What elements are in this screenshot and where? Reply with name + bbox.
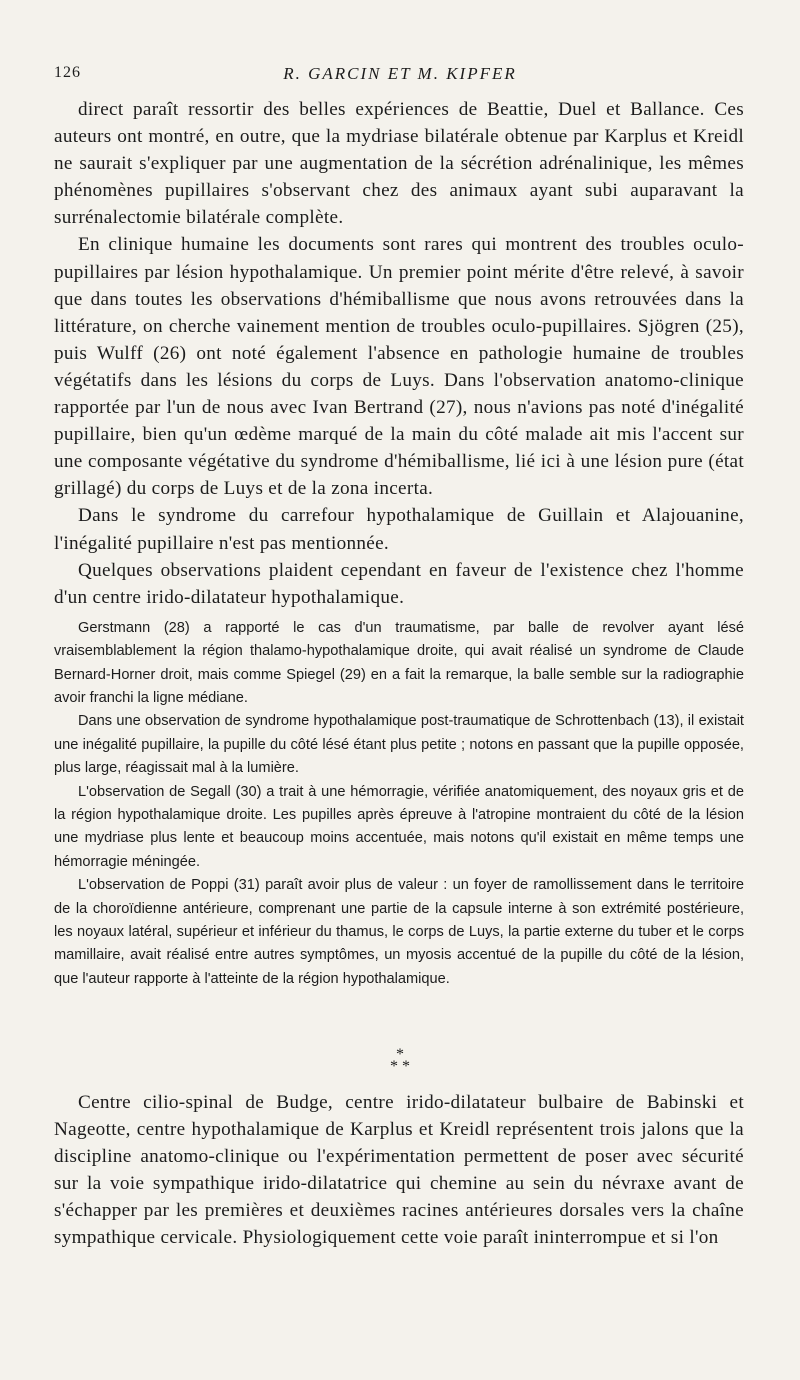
case-paragraph: Dans une observation de syndrome hypothalamique post-traumatique de Schrottenbach (13), il existait une inégalité pupillaire, la pupille du côté lésé étant plus petite ; notons en passant que la pupille opposée, plus large, réagissait mal à la lumière. xyxy=(54,713,744,777)
running-head xyxy=(54,64,746,88)
case-paragraph: L'observation de Poppi (31) paraît avoir plus de valeur : un foyer de ramollissement dans le territoire de la choroïdienne antérieure, comprenant une partie de la capsule interne à son extrémité postérieure, les noyaux latéral, supérieur et inférieur du thamus, le corps de Luys, la partie externe du tuber et le corps mamillaire, avait réalisé entre autres symptômes, un myosis accentué de la pupille du côté de la lésion, que l'auteur rapporte à l'atteinte de la région hypothalamique. xyxy=(54,877,744,987)
case-paragraph: L'observation de Segall (30) a trait à une hémorragie, vérifiée anatomiquement, des noyaux gris et de la région hypothalamique droite. Les pupilles après épreuve à l'atropine montraient du côté de la lésion une mydriase plus lente et beaucoup moins accentuée, mais notons qu'il existait en même temps une hémorragie méningée. xyxy=(54,783,744,870)
closing-text xyxy=(54,1089,744,1252)
asterism-top: * xyxy=(396,1046,404,1063)
paragraph: Centre cilio-spinal de Budge, centre irido-dilatateur bulbaire de Babinski et Nageotte, centre hypothalamique de Karplus et Kreidl représentent trois jalons que la discipline anatomo-clinique ou l'expérimentation permettent de poser avec sécurité sur la voie sympathique irido-dilatatrice qui chemine au sein du névraxe avant de s'échapper par les premières et deuxièmes racines antérieures dorsales vers la chaîne sympathique cervicale. Physiologiquement cette voie paraît ininterrompue et si l'on xyxy=(54,1092,744,1249)
paragraph: Quelques observations plaident cependant en faveur de l'existence chez l'homme d'un centre irido-dilatateur hypothalamique. xyxy=(54,559,744,608)
paragraph: Dans le syndrome du carrefour hypothalamique de Guillain et Alajouanine, l'inégalité pupillaire n'est pas mentionnée. xyxy=(54,505,744,554)
case-reports xyxy=(54,617,744,992)
paragraph: direct paraît ressortir des belles expériences de Beattie, Duel et Ballance. Ces auteurs ont montré, en outre, que la mydriase bilatérale obtenue par Karplus et Kreidl ne saurait s'expliquer par une augmentation de la sécrétion adrénalinique, les mêmes phénomènes pupillaires s'observant chez des animaux ayant subi auparavant la surrénalectomie bilatérale complète. xyxy=(54,99,744,229)
main-paragraphs xyxy=(54,96,744,611)
case-paragraph: Gerstmann (28) a rapporté le cas d'un traumatisme, par balle de revolver ayant lésé vraisemblablement la région thalamo-hypothalamique droite, qui avait réalisé un syndrome de Claude Bernard-Horner droit, mais comme Spiegel (29) en a fait la remarque, la balle semble sur la radiographie avoir franchi la ligne médiane. xyxy=(54,619,744,706)
page-number: 126 xyxy=(54,64,81,81)
asterism-bottom: * * xyxy=(390,1058,410,1075)
running-title: R. GARCIN ET M. KIPFER xyxy=(283,64,517,83)
section-separator xyxy=(0,1046,800,1075)
paragraph: En clinique humaine les documents sont rares qui montrent des troubles oculo-pupillaires par lésion hypothalamique. Un premier point mérite d'être relevé, à savoir que dans toutes les observations d'hémiballisme que nous avons retrouvées dans la littérature, on cherche vainement mention de troubles oculo-pupillaires. Sjögren (25), puis Wulff (26) ont noté également l'absence en pathologie humaine de troubles végétatifs dans les lésions du corps de Luys. Dans l'observation anatomo-clinique rapportée par l'un de nous avec Ivan Bertrand (27), nous n'avions pas noté d'inégalité pupillaire, bien qu'un œdème marqué de la main du côté malade ait mis l'accent sur une composante végétative du syndrome d'hémiballisme, lié ici à une lésion pure (état grillagé) du corps de Luys et de la zona incerta. xyxy=(54,234,744,500)
body-text xyxy=(54,96,744,991)
